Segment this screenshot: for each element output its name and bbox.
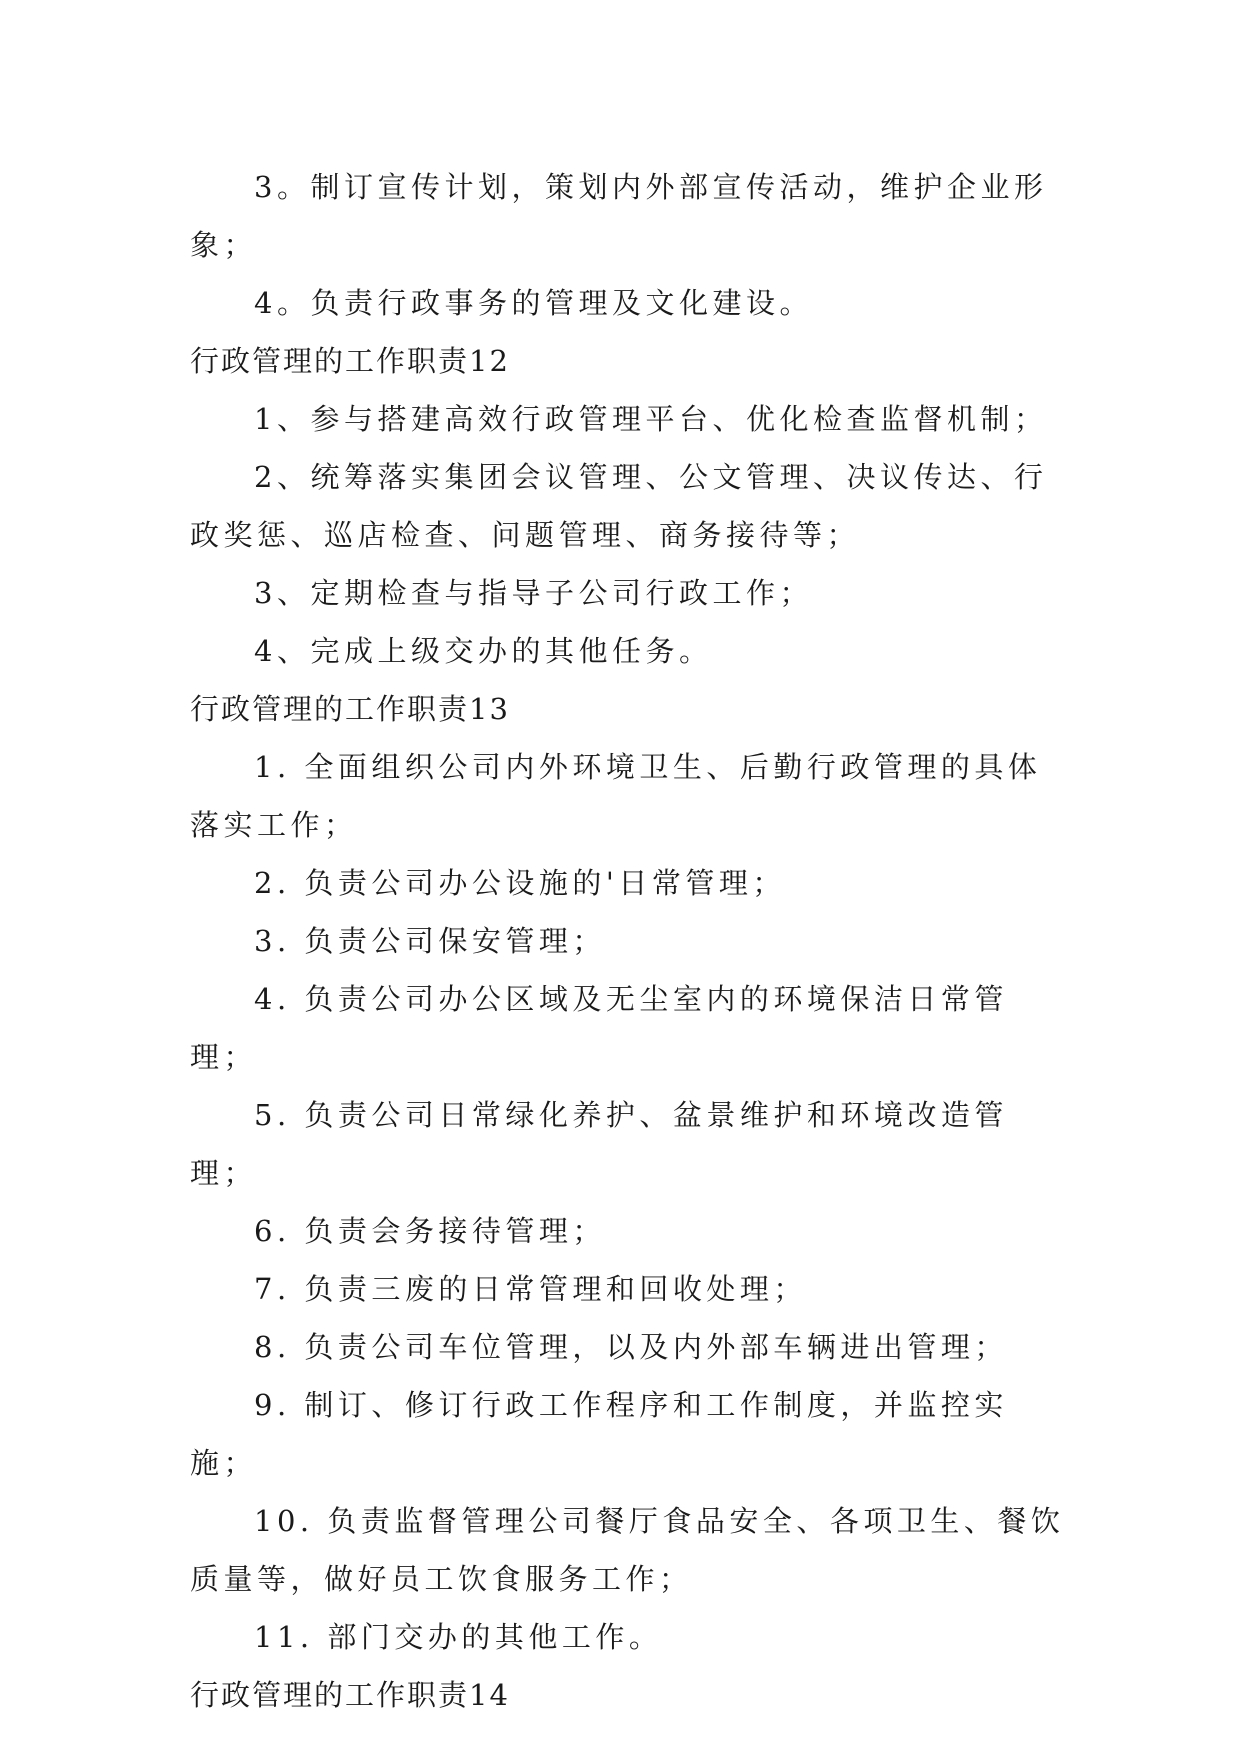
paragraph: 5. 负责公司日常绿化养护、盆景维护和环境改造管理； xyxy=(190,1098,1008,1190)
paragraph: 3。制订宣传计划，策划内外部宣传活动，维护企业形象； xyxy=(190,170,1048,262)
paragraph: 4、完成上级交办的其他任务。 xyxy=(254,634,713,668)
paragraph: 6. 负责会务接待管理； xyxy=(254,1214,606,1248)
paragraph: 2、统筹落实集团会议管理、公文管理、决议传达、行政奖惩、巡店检查、问题管理、商务接待等； xyxy=(190,460,1048,552)
section-heading: 行政管理的工作职责12 xyxy=(190,344,510,378)
paragraph: 7. 负责三废的日常管理和回收处理； xyxy=(254,1272,807,1306)
paragraph: 3. 负责公司保安管理； xyxy=(254,924,606,958)
paragraph: 8. 负责公司车位管理，以及内外部车辆进出管理； xyxy=(254,1330,1008,1364)
paragraph: 1、参与搭建高效行政管理平台、优化检查监督机制； xyxy=(254,402,1048,436)
document-body xyxy=(190,158,1070,1724)
paragraph: 9. 制订、修订行政工作程序和工作制度，并监控实施； xyxy=(190,1388,1008,1480)
section-heading: 行政管理的工作职责14 xyxy=(190,1678,510,1712)
paragraph: 10. 负责监督管理公司餐厅食品安全、各项卫生、餐饮质量等，做好员工饮食服务工作； xyxy=(190,1504,1065,1596)
paragraph: 11. 部门交办的其他工作。 xyxy=(254,1620,663,1654)
paragraph: 4。负责行政事务的管理及文化建设。 xyxy=(254,286,813,320)
paragraph: 2. 负责公司办公设施的'日常管理； xyxy=(254,866,786,900)
paragraph: 4. 负责公司办公区域及无尘室内的环境保洁日常管理； xyxy=(190,982,1008,1074)
paragraph: 1. 全面组织公司内外环境卫生、后勤行政管理的具体落实工作； xyxy=(190,750,1042,842)
paragraph: 3、定期检查与指导子公司行政工作； xyxy=(254,576,813,610)
section-heading: 行政管理的工作职责13 xyxy=(190,692,510,726)
